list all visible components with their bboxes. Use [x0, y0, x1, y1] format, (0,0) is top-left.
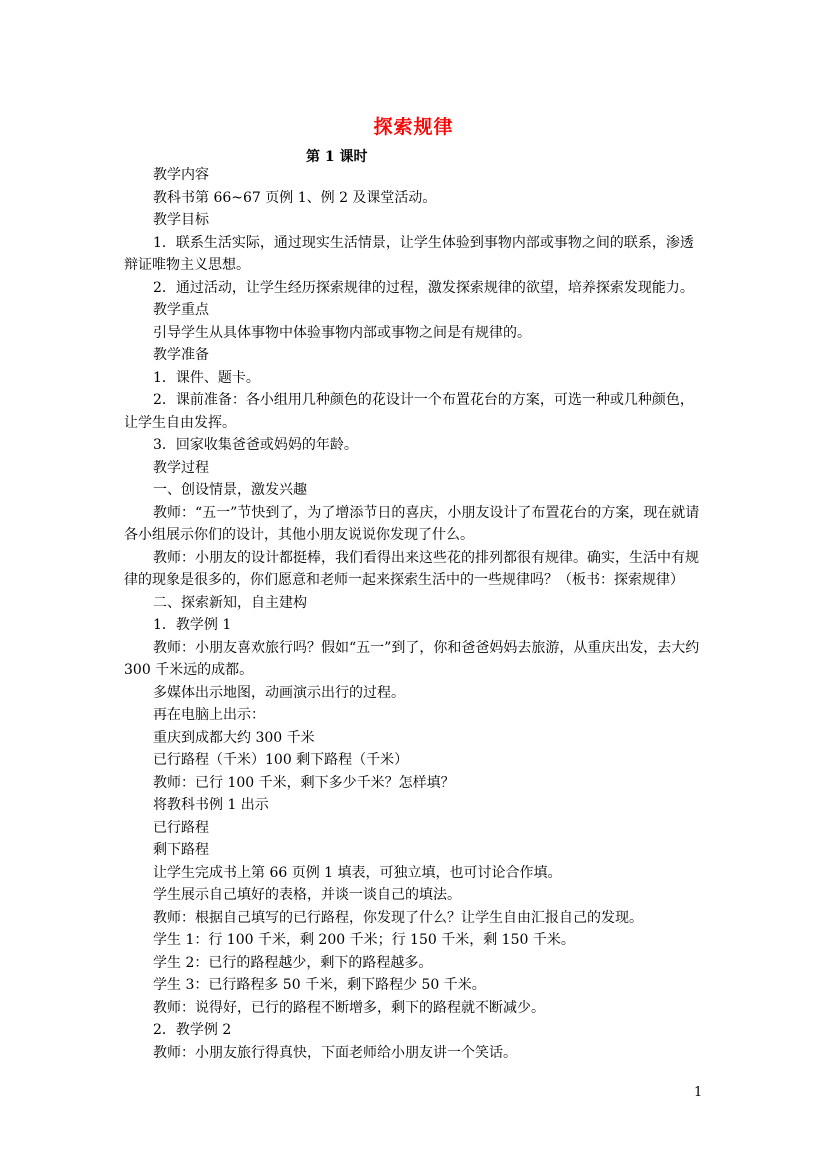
paragraph: 教师：小朋友的设计都挺棒，我们看得出来这些花的排列都很有规律。确实，生活中有规律的现象是很多的，你们愿意和老师一起来探索生活中的一些规律吗？（板书：探索规律） — [124, 549, 699, 588]
paragraph: 已行路程 — [153, 819, 209, 836]
paragraph: 学生 3：已行路程多 50 千米，剩下路程少 50 千米。 — [153, 977, 486, 993]
paragraph: 学生展示自己填好的表格，并谈一谈自己的填法。 — [153, 887, 461, 903]
paragraph: 2．课前准备：各小组用几种颜色的花设计一个布置花台的方案，可选一种或几种颜色，让学生自由发挥。 — [124, 392, 694, 431]
paragraph: 3．回家收集爸爸或妈妈的年龄。 — [153, 437, 358, 453]
paragraph: 将教科书例 1 出示 — [153, 797, 269, 813]
document-body — [124, 164, 706, 1064]
paragraph: 已行路程（千米）100 剩下路程（千米） — [153, 752, 409, 768]
paragraph: 学生 1：行 100 千米，剩 200 千米；行 150 千米，剩 150 千米。 — [153, 932, 575, 948]
paragraph: 1．联系生活实际，通过现实生活情景，让学生体验到事物内部或事物之间的联系，渗透辩证唯物主义思想。 — [124, 234, 694, 273]
paragraph: 重庆到成都大约 300 千米 — [153, 729, 315, 746]
paragraph: 教师：小朋友喜欢旅行吗？假如“五一”到了，你和爸爸妈妈去旅游，从重庆出发，去大约 300 千米远的成都。 — [124, 639, 700, 678]
paragraph: 二、探索新知，自主建构 — [153, 594, 307, 611]
paragraph: 教师：小朋友旅行得真快，下面老师给小朋友讲一个笑话。 — [153, 1044, 517, 1061]
document-title: 探索规律 — [373, 116, 454, 138]
paragraph: 2．通过活动，让学生经历探索规律的过程，激发探索规律的欲望，培养探索发现能力。 — [153, 279, 694, 296]
paragraph: 引导学生从具体事物中体验事物内部或事物之间是有规律的。 — [153, 324, 531, 341]
paragraph: 教科书第 66~67 页例 1、例 2 及课堂活动。 — [153, 189, 437, 206]
paragraph: 教学重点 — [153, 302, 209, 318]
paragraph: 再在电脑上出示： — [153, 707, 265, 723]
paragraph: 2．教学例 2 — [153, 1022, 232, 1038]
paragraph: 1．课件、题卡。 — [153, 369, 260, 386]
paragraph: 教学内容 — [153, 167, 209, 183]
paragraph: 教学准备 — [153, 347, 209, 363]
paragraph: 让学生完成书上第 66 页例 1 填表，可独立填，也可讨论合作填。 — [153, 864, 562, 881]
paragraph: 一、创设情景，激发兴趣 — [153, 482, 307, 498]
paragraph: 1．教学例 1 — [153, 617, 232, 633]
paragraph: 教师：“五一”节快到了，为了增添节日的喜庆，小朋友设计了布置花台的方案，现在就请各小组展示你们的设计，其他小朋友说说你发现了什么。 — [124, 504, 700, 543]
paragraph: 教学过程 — [153, 459, 209, 476]
lesson-subtitle: 第 1 课时 — [306, 149, 368, 165]
paragraph: 教师：已行 100 千米，剩下多少千米？怎样填？ — [153, 774, 455, 791]
paragraph: 教师：说得好，已行的路程不断增多，剩下的路程就不断减少。 — [153, 999, 545, 1016]
page-number: 1 — [694, 1085, 703, 1100]
paragraph: 教学目标 — [153, 212, 209, 228]
paragraph: 多媒体出示地图，动画演示出行的过程。 — [153, 684, 405, 701]
paragraph: 学生 2：已行的路程越少，剩下的路程越多。 — [153, 954, 433, 971]
paragraph: 剩下路程 — [153, 842, 209, 858]
paragraph: 教师：根据自己填写的已行路程，你发现了什么？让学生自由汇报自己的发现。 — [153, 909, 643, 926]
